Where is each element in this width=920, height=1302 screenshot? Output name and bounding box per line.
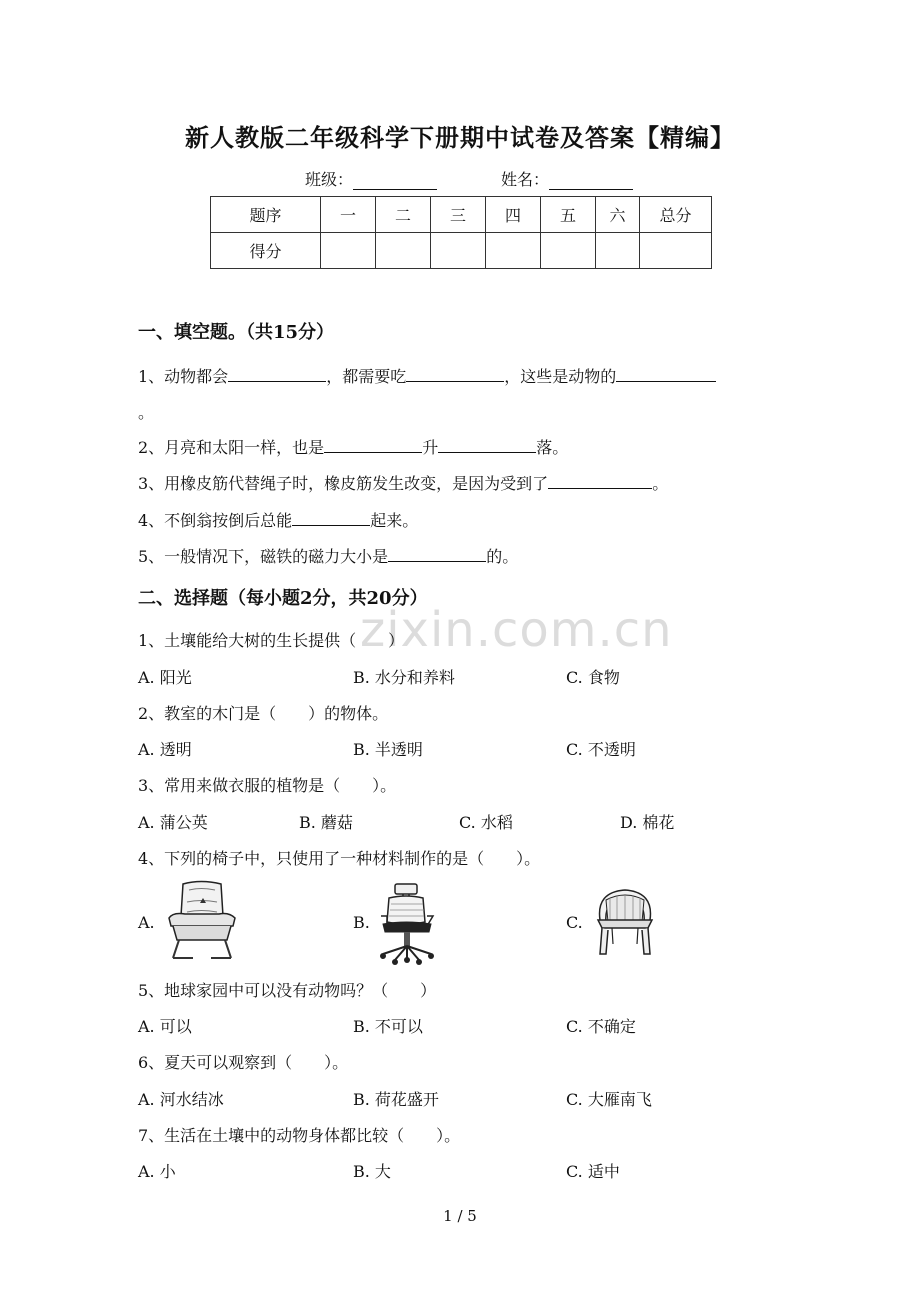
score-cell[interactable] (640, 233, 712, 269)
q4-text-b: 起来。 (370, 511, 419, 530)
option-a[interactable]: A. (138, 913, 155, 932)
q5-text-a: 5、一般情况下，磁铁的磁力大小是 (138, 547, 389, 566)
q5-blank[interactable] (388, 546, 486, 562)
fill-question-3 (138, 471, 668, 494)
choice-question-7: 7、生活在土壤中的动物身体都比较（ ）。 (138, 1126, 461, 1145)
choice-question-4: 4、下列的椅子中，只使用了一种材料制作的是（ ）。 (138, 849, 541, 868)
score-cell[interactable] (486, 233, 541, 269)
q4-blank[interactable] (292, 510, 370, 526)
class-label: 班级： (305, 170, 354, 189)
score-header-cell: 二 (376, 197, 431, 233)
fill-question-1-end: 。 (138, 403, 155, 422)
option-c[interactable]: C. 食物 (566, 668, 620, 687)
fill-question-4 (138, 508, 418, 531)
score-header-cell: 四 (486, 197, 541, 233)
option-b[interactable]: B. 水分和养料 (353, 668, 455, 687)
score-header-cell: 三 (431, 197, 486, 233)
score-cell[interactable] (596, 233, 640, 269)
q2-text-a: 2、月亮和太阳一样，也是 (138, 438, 325, 457)
watermark: zixin.com.cn (360, 602, 673, 658)
score-header-cell: 五 (541, 197, 596, 233)
option-b[interactable]: B. 半透明 (353, 740, 423, 759)
option-c[interactable]: C. 不确定 (566, 1017, 636, 1036)
score-cell[interactable] (321, 233, 376, 269)
option-b[interactable]: B. 蘑菇 (299, 813, 353, 832)
swivel-chair-image (375, 882, 439, 966)
page-number: 1 / 5 (443, 1207, 477, 1225)
option-a[interactable]: A. 蒲公英 (138, 813, 208, 832)
option-c[interactable]: C. 水稻 (459, 813, 513, 832)
class-blank[interactable] (353, 173, 437, 190)
choice-question-6: 6、夏天可以观察到（ ）。 (138, 1053, 349, 1072)
q1-text-a: 1、动物都会 (138, 367, 229, 386)
q3-blank[interactable] (548, 473, 652, 489)
score-header-cell: 总分 (640, 197, 712, 233)
option-b[interactable]: B. 大 (353, 1162, 391, 1181)
option-b[interactable]: B. (353, 913, 370, 932)
class-field (305, 167, 437, 190)
name-label: 姓名： (501, 170, 550, 189)
q5-text-b: 的。 (486, 547, 519, 566)
option-d[interactable]: D. 棉花 (620, 813, 675, 832)
score-cell[interactable] (541, 233, 596, 269)
option-a[interactable]: A. 河水结冰 (138, 1090, 224, 1109)
page-title: 新人教版二年级科学下册期中试卷及答案【精编】 (185, 123, 735, 152)
score-cell[interactable] (376, 233, 431, 269)
q1-text-c: ，这些是动物的 (504, 367, 617, 386)
score-header-row (211, 197, 712, 233)
q1-blank-1[interactable] (228, 366, 326, 382)
section1-heading: 一、填空题。（共15分） (138, 322, 335, 343)
q3-text-b: 。 (652, 474, 669, 493)
score-table (210, 196, 712, 269)
plastic-chair-image (592, 886, 658, 958)
choice-question-3: 3、常用来做衣服的植物是（ ）。 (138, 776, 397, 795)
option-a[interactable]: A. 可以 (138, 1017, 192, 1036)
q2-text-c: 落。 (536, 438, 569, 457)
section2-heading: 二、选择题（每小题2分，共20分） (138, 588, 428, 609)
name-blank[interactable] (549, 173, 633, 190)
fill-question-5 (138, 544, 518, 567)
score-header-cell: 题序 (211, 197, 321, 233)
score-row (211, 233, 712, 269)
q2-text-b: 升 (422, 438, 439, 457)
q1-blank-3[interactable] (616, 366, 716, 382)
score-header-cell: 六 (596, 197, 640, 233)
option-c[interactable]: C. 不透明 (566, 740, 636, 759)
option-a[interactable]: A. 透明 (138, 740, 192, 759)
option-c[interactable]: C. (566, 913, 583, 932)
padded-chair-image (163, 880, 241, 962)
q2-blank-1[interactable] (324, 437, 422, 453)
score-row-label: 得分 (211, 233, 321, 269)
choice-question-1: 1、土壤能给大树的生长提供（ ） (138, 631, 405, 650)
option-c[interactable]: C. 适中 (566, 1162, 620, 1181)
score-cell[interactable] (431, 233, 486, 269)
choice-question-2: 2、教室的木门是（ ）的物体。 (138, 704, 389, 723)
option-b[interactable]: B. 不可以 (353, 1017, 423, 1036)
q1-text-b: ，都需要吃 (326, 367, 407, 386)
option-c[interactable]: C. 大雁南飞 (566, 1090, 652, 1109)
choice-question-5: 5、地球家园中可以没有动物吗？（ ） (138, 981, 437, 1000)
score-header-cell: 一 (321, 197, 376, 233)
option-a[interactable]: A. 小 (138, 1162, 176, 1181)
q2-blank-2[interactable] (438, 437, 536, 453)
option-b[interactable]: B. 荷花盛开 (353, 1090, 439, 1109)
q4-text-a: 4、不倒翁按倒后总能 (138, 511, 293, 530)
option-a[interactable]: A. 阳光 (138, 668, 192, 687)
q3-text-a: 3、用橡皮筋代替绳子时，橡皮筋发生改变，是因为受到了 (138, 474, 549, 493)
fill-question-2 (138, 435, 568, 458)
q1-blank-2[interactable] (406, 366, 504, 382)
name-field (501, 167, 633, 190)
fill-question-1 (138, 364, 716, 387)
